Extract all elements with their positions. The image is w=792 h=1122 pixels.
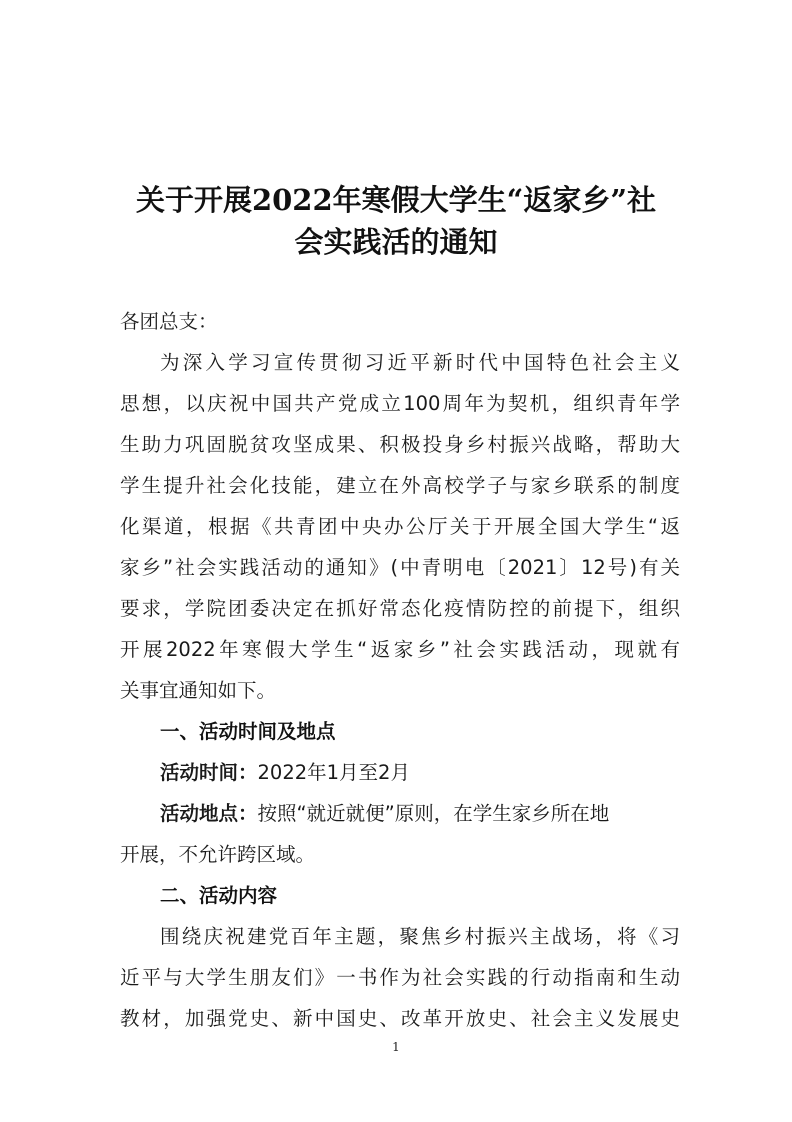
activity-time-line: [160, 752, 680, 793]
section-heading-content: 二、活动内容: [160, 884, 278, 907]
paragraph-line: 化渠道，根据《共青团中央办公厅关于开展全国大学生“返: [120, 515, 680, 538]
paragraph-line: 围绕庆祝建党百年主题，聚焦乡村振兴主战场，将《习: [160, 925, 680, 948]
salutation: 各团总支：: [120, 310, 218, 333]
activity-place-value: 按照“就近就便”原则，在学生家乡所在地: [257, 802, 610, 825]
paragraph-line: 教材，加强党史、新中国史、改革开放史、社会主义发展史: [120, 1007, 680, 1030]
activity-place-line: [160, 793, 680, 834]
paragraph-line: 要求，学院团委决定在抓好常态化疫情防控的前提下，组织: [120, 597, 680, 620]
paragraph-line: 关事宜通知如下。: [120, 679, 277, 702]
paragraph-line: 生助力巩固脱贫攻坚成果、积极投身乡村振兴战略，帮助大: [120, 433, 680, 456]
activity-place-value-cont: 开展，不允许跨区域。: [120, 843, 316, 866]
activity-time-value: 2022年1月至2月: [257, 761, 410, 784]
paragraph-line: 学生提升社会化技能，建立在外高校学子与家乡联系的制度: [120, 474, 680, 497]
activity-time-label: 活动时间：: [160, 761, 258, 784]
paragraph-line: 开展2022年寒假大学生“返家乡”社会实践活动，现就有: [120, 638, 680, 661]
paragraph-line: 家乡”社会实践活动的通知》(中青明电〔2021〕12号)有关: [120, 556, 680, 579]
document-title-line-1: 关于开展2022年寒假大学生“返家乡”社: [135, 183, 657, 217]
section-heading-time-place: 一、活动时间及地点: [160, 720, 336, 743]
activity-place-label: 活动地点：: [160, 802, 258, 825]
paragraph-line: 为深入学习宣传贯彻习近平新时代中国特色社会主义: [160, 351, 680, 374]
page-number: 1: [392, 1040, 400, 1054]
paragraph-line: 思想，以庆祝中国共产党成立100周年为契机，组织青年学: [120, 392, 680, 415]
paragraph-line: 近平与大学生朋友们》一书作为社会实践的行动指南和生动: [120, 966, 680, 989]
document-title-line-2: 会实践活的通知: [294, 225, 498, 259]
